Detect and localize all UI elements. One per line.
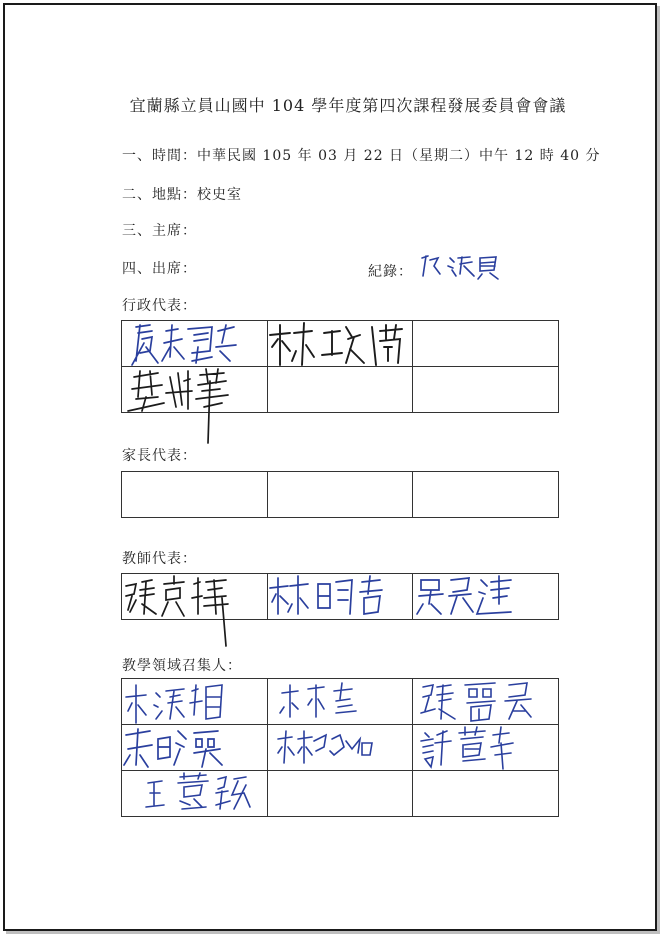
section-conveners: 教學領域召集人： — [122, 658, 242, 674]
time-label: 一、時間： — [122, 148, 197, 164]
convener-cell — [413, 771, 559, 817]
convener-signature-1 — [122, 679, 268, 725]
place-label: 二、地點： — [122, 187, 197, 203]
admin-cell — [413, 321, 559, 367]
convener-cell — [267, 771, 413, 817]
recorder-row — [368, 258, 508, 282]
convener-cell — [413, 725, 559, 771]
teacher-signature-2 — [268, 574, 414, 620]
section-teachers: 教師代表： — [122, 551, 197, 567]
convener-cell — [267, 679, 413, 725]
admin-cell — [122, 321, 268, 367]
parent-cell — [267, 472, 413, 518]
convener-cell — [267, 725, 413, 771]
parent-cell — [413, 472, 559, 518]
convener-signature-5 — [268, 725, 414, 771]
admin-signature-table — [121, 320, 559, 413]
convener-signature-6 — [413, 725, 559, 771]
recorder-label: 紀錄： — [368, 264, 413, 280]
convener-signature-2 — [268, 679, 414, 725]
time-row — [122, 145, 600, 165]
parents-signature-table — [121, 471, 559, 518]
chair-label: 三、主席： — [122, 223, 197, 239]
place-row — [122, 184, 242, 204]
admin-signature-3 — [122, 367, 268, 447]
convener-cell — [122, 771, 268, 817]
teacher-signature-1 — [122, 574, 268, 646]
attendance-label: 四、出席： — [122, 261, 197, 277]
convener-cell — [122, 679, 268, 725]
teacher-cell — [267, 574, 413, 620]
section-admin: 行政代表： — [122, 298, 197, 314]
admin-signature-2 — [268, 321, 414, 367]
admin-cell — [267, 321, 413, 367]
admin-cell — [122, 367, 268, 413]
admin-cell — [267, 367, 413, 413]
conveners-signature-table — [121, 678, 559, 817]
teacher-cell — [413, 574, 559, 620]
place-value: 校史室 — [197, 187, 242, 203]
convener-signature-7 — [122, 771, 268, 817]
document-title: 宜蘭縣立員山國中 104 學年度第四次課程發展委員會會議 — [129, 96, 567, 115]
convener-cell — [122, 725, 268, 771]
section-parents: 家長代表： — [122, 448, 197, 464]
convener-cell — [413, 679, 559, 725]
convener-signature-3 — [413, 679, 559, 725]
parent-cell — [122, 472, 268, 518]
teacher-signature-3 — [413, 574, 559, 620]
convener-signature-4 — [122, 725, 268, 771]
time-value: 中華民國 105 年 03 月 22 日（星期二）中午 12 時 40 分 — [197, 148, 601, 164]
admin-cell — [413, 367, 559, 413]
recorder-signature-scribble — [418, 252, 508, 282]
recorder-signature — [418, 258, 508, 282]
teachers-signature-table — [121, 573, 559, 620]
teacher-cell — [122, 574, 268, 620]
admin-signature-1 — [122, 321, 268, 367]
